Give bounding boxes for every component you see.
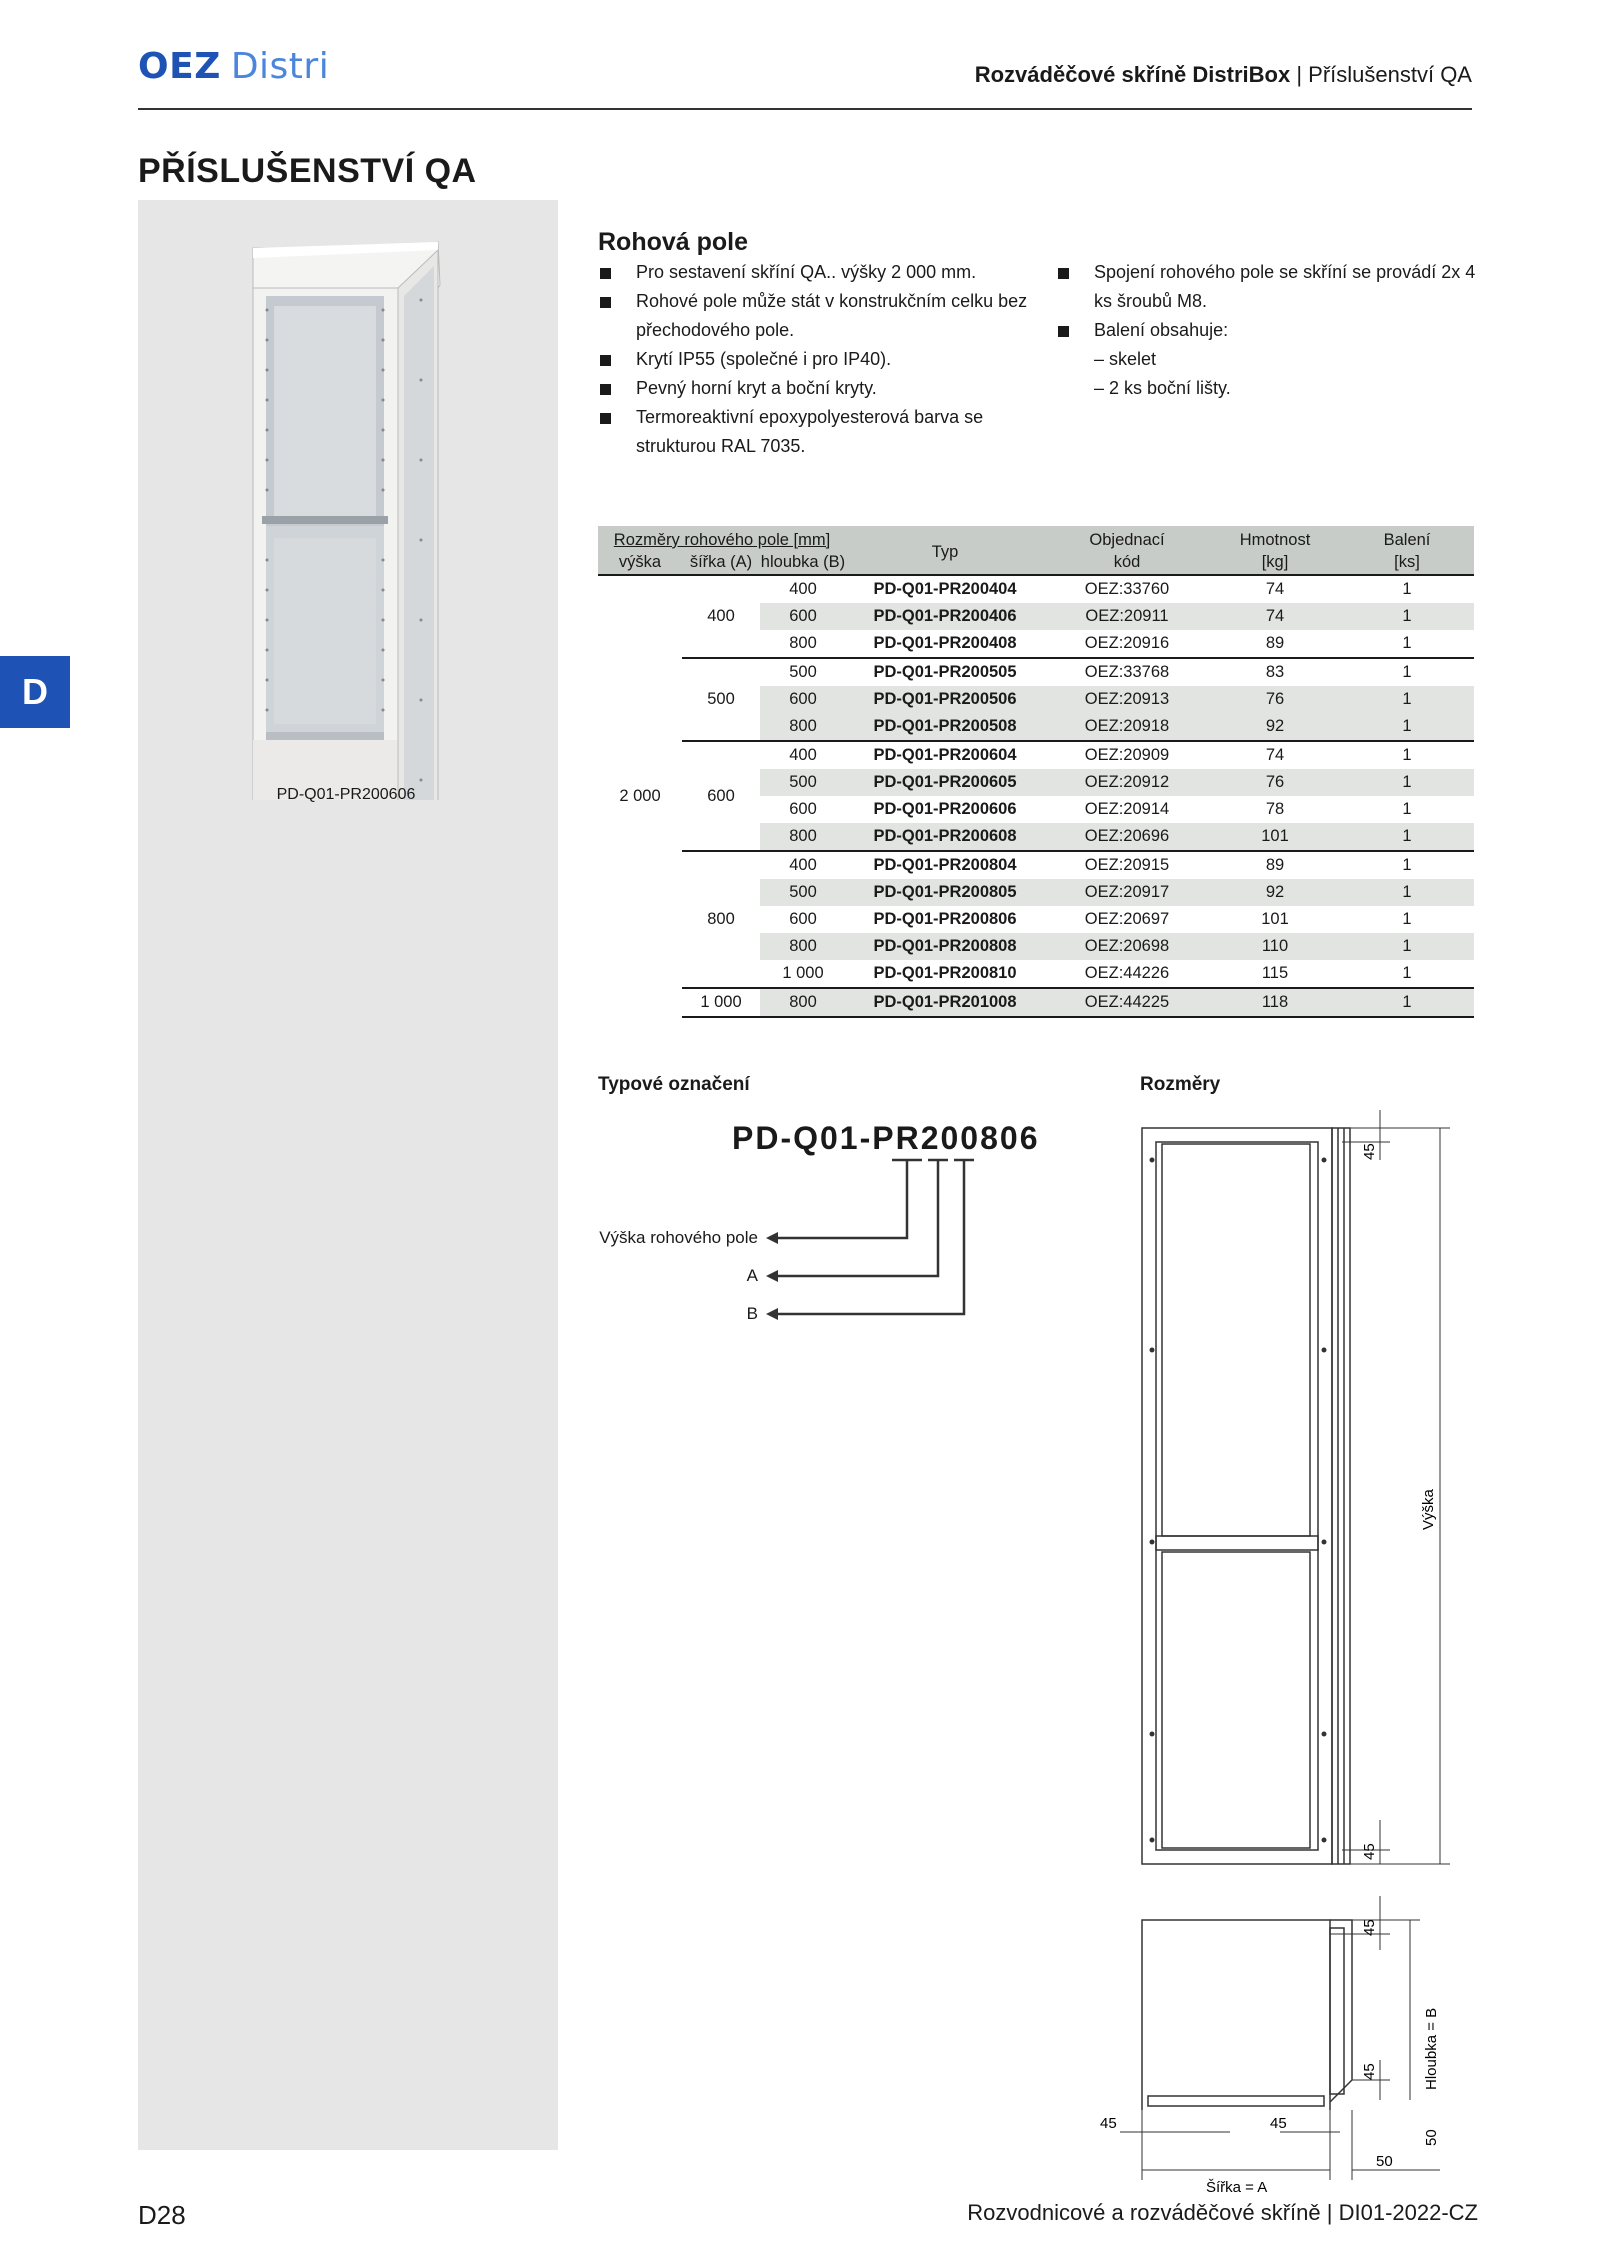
type-code-heading: Typové označení [598, 1074, 750, 1095]
bullet-item: Spojení rohového pole se skříní se provádí 2x 4 ks šroubů M8. [1056, 258, 1476, 316]
dim-50-side: 50 [1423, 2129, 1440, 2146]
footer-doc-title: Rozvodnicové a rozváděčové skříně [967, 2200, 1321, 2225]
cell-ks: 1 [1402, 746, 1412, 764]
cell-kg: 78 [1265, 800, 1285, 818]
table-header-kod: Objednací [1044, 526, 1210, 551]
cell-ks: 1 [1340, 630, 1474, 658]
footer-doc-code: DI01-2022-CZ [1338, 2200, 1478, 2225]
table-header-baleni-2: [ks] [1340, 551, 1474, 575]
cell-hloubka: 600 [760, 603, 846, 630]
cell-typ: PD-Q01-PR200805 [846, 879, 1044, 906]
cell-typ: PD-Q01-PR200804 [873, 856, 1017, 874]
table-row [598, 575, 1474, 603]
width-dimension [1080, 2110, 1480, 2200]
photo-caption: PD-Q01-PR200606 [276, 786, 416, 803]
cell-typ: PD-Q01-PR200605 [846, 769, 1044, 796]
table-header-baleni: Balení [1340, 526, 1474, 551]
cell-sirka: 600 [682, 741, 760, 851]
cell-typ: PD-Q01-PR200506 [846, 686, 1044, 713]
cell-hloubka: 400 [789, 746, 817, 764]
dim-45-topview-2: 45 [1361, 2063, 1378, 2080]
cell-kod: OEZ:20918 [1044, 713, 1210, 741]
table-row [598, 741, 1474, 769]
cell-kod: OEZ:33760 [1084, 580, 1170, 598]
cell-kg: 89 [1265, 856, 1285, 874]
cell-ks: 1 [1340, 686, 1474, 713]
cell-kg: 101 [1261, 910, 1289, 928]
cell-hloubka: 800 [760, 933, 846, 960]
cell-ks: 1 [1402, 910, 1412, 928]
dim-width-label: Šířka = A [1206, 2179, 1268, 2196]
dim-height-label: Výška [1420, 1489, 1437, 1530]
cell-kg: 115 [1210, 960, 1340, 988]
table-row [598, 658, 1474, 686]
cell-hloubka: 600 [789, 800, 817, 818]
cell-ks: 1 [1340, 713, 1474, 741]
dimensions-heading: Rozměry [1140, 1074, 1221, 1095]
cell-kg: 118 [1210, 988, 1340, 1017]
footer-doc [967, 2200, 1478, 2226]
cell-ks: 1 [1402, 800, 1412, 818]
cell-hloubka: 1 000 [760, 960, 846, 988]
cell-kod: OEZ:20696 [1044, 823, 1210, 851]
type-code-legend-a: A [746, 1266, 758, 1285]
bullet-item: Pevný horní kryt a boční kryty. [598, 374, 1048, 403]
dim-45-right: 45 [1270, 2115, 1287, 2132]
table-header-hmotnost-2: [kg] [1210, 551, 1340, 575]
cell-kg: 76 [1210, 769, 1340, 796]
cell-ks: 1 [1402, 580, 1412, 598]
cell-kod: OEZ:33768 [1084, 663, 1170, 681]
logo-sub: Distri [230, 46, 330, 87]
top-view-body [1142, 1920, 1330, 2110]
cell-kg: 76 [1210, 686, 1340, 713]
dim-45-left: 45 [1100, 2115, 1117, 2132]
cell-hloubka: 500 [760, 879, 846, 906]
cell-hloubka: 800 [760, 630, 846, 658]
cell-ks: 1 [1340, 879, 1474, 906]
header-rule [138, 108, 1472, 110]
cell-typ: PD-Q01-PR200608 [846, 823, 1044, 851]
table-header-hmotnost: Hmotnost [1210, 526, 1340, 551]
table-header-vyska: výška [598, 551, 682, 575]
table-header-typ: Typ [846, 526, 1044, 575]
cell-sirka: 800 [682, 851, 760, 988]
dim-45-top: 45 [1361, 1143, 1378, 1160]
cell-typ: PD-Q01-PR200408 [846, 630, 1044, 658]
cell-hloubka: 600 [760, 686, 846, 713]
cell-vyska: 2 000 [619, 787, 661, 805]
dim-depth-label: Hloubka = B [1423, 2007, 1440, 2090]
bullet-list-left [598, 258, 1048, 461]
bullet-item: Balení obsahuje: [1056, 316, 1476, 345]
cell-ks: 1 [1340, 933, 1474, 960]
table-row [598, 851, 1474, 879]
dim-50-bottom: 50 [1376, 2153, 1393, 2170]
header-divider: | [1290, 62, 1309, 87]
cell-ks: 1 [1340, 769, 1474, 796]
chapter-tab: D [0, 656, 70, 728]
cell-kod: OEZ:44225 [1044, 988, 1210, 1017]
footer-divider: | [1320, 2200, 1339, 2225]
cell-ks: 1 [1402, 663, 1412, 681]
cell-ks: 1 [1402, 856, 1412, 874]
package-item: – skelet [1094, 349, 1157, 369]
cell-typ: PD-Q01-PR200604 [873, 746, 1017, 764]
cell-kg: 101 [1210, 823, 1340, 851]
table-row [598, 988, 1474, 1017]
cell-ks: 1 [1340, 988, 1474, 1017]
cell-typ: PD-Q01-PR200808 [846, 933, 1044, 960]
cell-kg: 74 [1265, 746, 1285, 764]
cell-kod: OEZ:20911 [1044, 603, 1210, 630]
header-section-light: Příslušenství QA [1308, 62, 1472, 87]
bullet-item: Pro sestavení skříní QA.. výšky 2 000 mm. [598, 258, 1048, 287]
cell-ks: 1 [1340, 823, 1474, 851]
brand-logo [138, 46, 329, 87]
cell-kod: OEZ:44226 [1044, 960, 1210, 988]
cell-hloubka: 800 [760, 713, 846, 741]
page-title: PŘÍSLUŠENSTVÍ QA [138, 152, 477, 190]
page-number: D28 [138, 2200, 186, 2230]
cell-sirka: 400 [682, 575, 760, 658]
table-group-header-text: Rozměry rohového pole [mm] [613, 531, 831, 549]
cell-typ: PD-Q01-PR200406 [846, 603, 1044, 630]
photo-panel [138, 200, 558, 2150]
cell-hloubka: 600 [789, 910, 817, 928]
cell-kod: OEZ:20697 [1084, 910, 1170, 928]
corner-field-illustration [138, 200, 558, 800]
bullet-item: Rohové pole může stát v konstrukčním celku bez přechodového pole. [598, 287, 1048, 345]
cell-sirka: 500 [682, 658, 760, 741]
cell-typ: PD-Q01-PR200508 [846, 713, 1044, 741]
cell-kod: OEZ:20698 [1044, 933, 1210, 960]
cell-kod: OEZ:20913 [1044, 686, 1210, 713]
header-section-bold: Rozváděčové skříně DistriBox [974, 62, 1291, 87]
cell-sirka: 1 000 [682, 988, 760, 1017]
cell-hloubka: 800 [760, 988, 846, 1017]
cell-typ: PD-Q01-PR200404 [873, 580, 1017, 598]
bullet-item: Krytí IP55 (společné i pro IP40). [598, 345, 1048, 374]
bullet-list-right [1056, 258, 1476, 403]
dim-45-bottom: 45 [1361, 1843, 1378, 1860]
table-header-kod-2: kód [1044, 551, 1210, 575]
type-code-legend-b: B [746, 1304, 758, 1323]
header-section [975, 62, 1472, 88]
cell-kod: OEZ:20914 [1084, 800, 1170, 818]
table-header-hloubka: hloubka (B) [760, 551, 846, 575]
cell-typ: PD-Q01-PR200505 [873, 663, 1017, 681]
cell-ks: 1 [1340, 603, 1474, 630]
type-code-example: PD-Q01-PR200806 [732, 1120, 1040, 1156]
cell-hloubka: 500 [789, 663, 817, 681]
cell-typ: PD-Q01-PR201008 [846, 988, 1044, 1017]
dim-45-topview: 45 [1361, 1919, 1378, 1936]
cell-kg: 110 [1210, 933, 1340, 960]
bullet-item: Termoreaktivní epoxypolyesterová barva se strukturou RAL 7035. [598, 403, 1048, 461]
cell-hloubka: 400 [789, 856, 817, 874]
cell-kod: OEZ:20917 [1044, 879, 1210, 906]
cell-kg: 74 [1210, 603, 1340, 630]
dimensions-drawing [1080, 1100, 1480, 2110]
cell-ks: 1 [1340, 960, 1474, 988]
cell-kod: OEZ:20909 [1084, 746, 1170, 764]
cell-kg: 92 [1210, 713, 1340, 741]
logo-brand: OEZ [138, 46, 221, 87]
cell-typ: PD-Q01-PR200810 [846, 960, 1044, 988]
table-group-header [598, 526, 846, 551]
cell-hloubka: 500 [760, 769, 846, 796]
cell-hloubka: 800 [760, 823, 846, 851]
type-code-legend-height: Výška rohového pole [599, 1228, 758, 1247]
cell-kg: 74 [1265, 580, 1285, 598]
section-title: Rohová pole [598, 228, 749, 256]
cell-kg: 92 [1210, 879, 1340, 906]
cell-typ: PD-Q01-PR200606 [873, 800, 1017, 818]
table-header-sirka: šířka (A) [682, 551, 760, 575]
package-item: – 2 ks boční lišty. [1094, 378, 1231, 398]
cell-kg: 83 [1265, 663, 1285, 681]
cell-typ: PD-Q01-PR200806 [873, 910, 1017, 928]
cell-kod: OEZ:20915 [1084, 856, 1170, 874]
cell-hloubka: 400 [789, 580, 817, 598]
cell-kod: OEZ:20912 [1044, 769, 1210, 796]
product-table [598, 526, 1474, 1018]
cell-kod: OEZ:20916 [1044, 630, 1210, 658]
cell-kg: 89 [1210, 630, 1340, 658]
